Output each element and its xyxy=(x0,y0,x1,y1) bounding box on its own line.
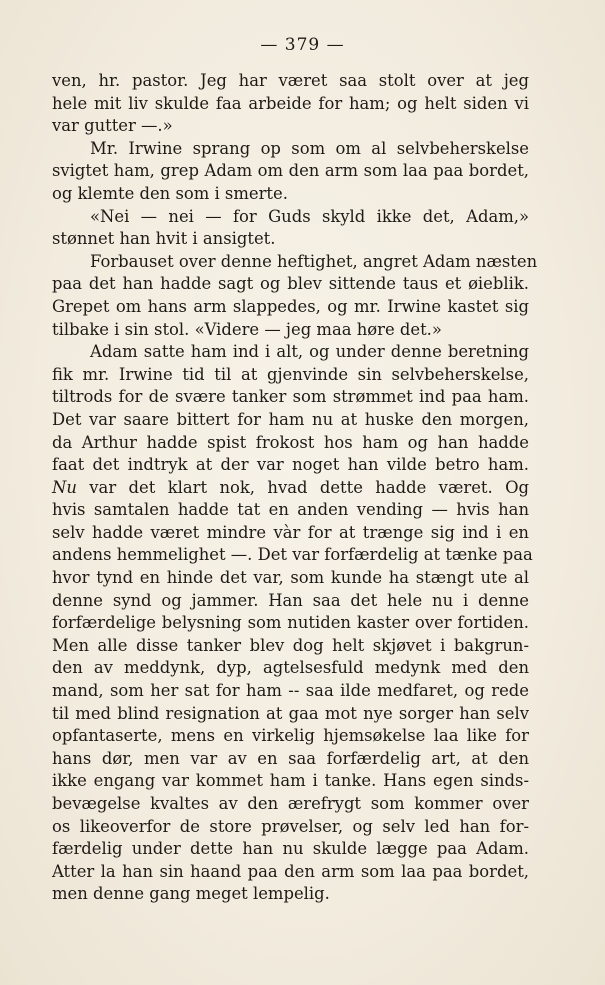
body-text xyxy=(52,70,538,906)
text-line: Atter la han sin haand paa den arm som laa paa bordet, xyxy=(52,861,529,881)
text-line: opfantaserte, mens en virkelig hjemsøkelse laa like for xyxy=(52,726,529,746)
text-line: tiltrods for de svære tanker som strømmet ind paa ham. xyxy=(52,387,529,407)
text-line: hvor tynd en hinde det var, som kunde ha stængt ute al xyxy=(52,568,529,588)
text-line: tilbake i sin stol. «Videre — jeg maa høre det.» xyxy=(52,319,442,339)
text-line: Men alle disse tanker blev dog helt skjøvet i bakgrun- xyxy=(52,635,529,655)
text-line: forfærdelige belysning som nutiden kaster over fortiden. xyxy=(52,613,529,633)
text-line: til med blind resignation at gaa mot nye sorger han selv xyxy=(52,703,529,723)
text-line: mand, som her sat for ham -- saa ilde medfaret, og rede xyxy=(52,681,529,701)
text-line: ven, hr. pastor. Jeg har været saa stolt over at jeg xyxy=(52,71,529,90)
italic-word: Nu xyxy=(52,477,77,497)
text-line: den av meddynk, dyp, agtelsesfuld medynk med den xyxy=(52,658,529,678)
text-line: Det var saare bittert for ham nu at huske den morgen, xyxy=(52,409,529,429)
text-line: paa det han hadde sagt og blev sittende taus et øieblik. xyxy=(52,274,529,294)
text-line: hvis samtalen hadde tat en anden vending — hvis han xyxy=(52,500,529,520)
text-line: andens hemmelighet —. Det var forfærdelig at tænke paa xyxy=(52,545,533,565)
text-line: stønnet han hvit i ansigtet. xyxy=(52,229,276,249)
text-line: Nu var det klart nok, hvad dette hadde været. Og xyxy=(52,477,529,497)
text-line: færdelig under dette han nu skulde lægge paa Adam. xyxy=(52,839,529,859)
text-line: da Arthur hadde spist frokost hos ham og han hadde xyxy=(52,432,529,452)
text-line: men denne gang meget lempelig. xyxy=(52,884,330,904)
text-line: «Nei — nei — for Guds skyld ikke det, Adam,» xyxy=(90,206,529,226)
text-line: Adam satte ham ind i alt, og under denne beretning xyxy=(90,342,529,362)
text-line: Grepet om hans arm slappedes, og mr. Irwine kastet sig xyxy=(52,296,529,316)
text-line: selv hadde været mindre vàr for at trænge sig ind i en xyxy=(52,522,529,542)
text-line: hele mit liv skulde faa arbeide for ham; og helt siden vi xyxy=(52,93,529,113)
text-line: svigtet ham, grep Adam om den arm som laa paa bordet, xyxy=(52,161,529,181)
text-line: Mr. Irwine sprang op som om al selvbeherskelse xyxy=(90,138,529,158)
text-line: Forbauset over denne heftighet, angret Adam næsten xyxy=(90,251,538,271)
page-number: — 379 — xyxy=(260,35,345,55)
text-line: bevægelse kvaltes av den ærefrygt som kommer over xyxy=(52,794,529,813)
text-line: fik mr. Irwine tid til at gjenvinde sin selvbeherskelse, xyxy=(52,364,529,384)
text-line: os likeoverfor de store prøvelser, og selv led han for- xyxy=(52,816,529,836)
text-line: faat det indtryk at der var noget han vilde betro ham. xyxy=(52,455,529,475)
text-line: denne synd og jammer. Han saa det hele nu i denne xyxy=(52,590,529,610)
text-line: var gutter —.» xyxy=(52,116,173,136)
text-line: og klemte den som i smerte. xyxy=(52,183,288,203)
text-line: hans dør, men var av en saa forfærdelig art, at den xyxy=(52,748,529,768)
text-line: ikke engang var kommet ham i tanke. Hans egen sinds- xyxy=(52,771,529,791)
